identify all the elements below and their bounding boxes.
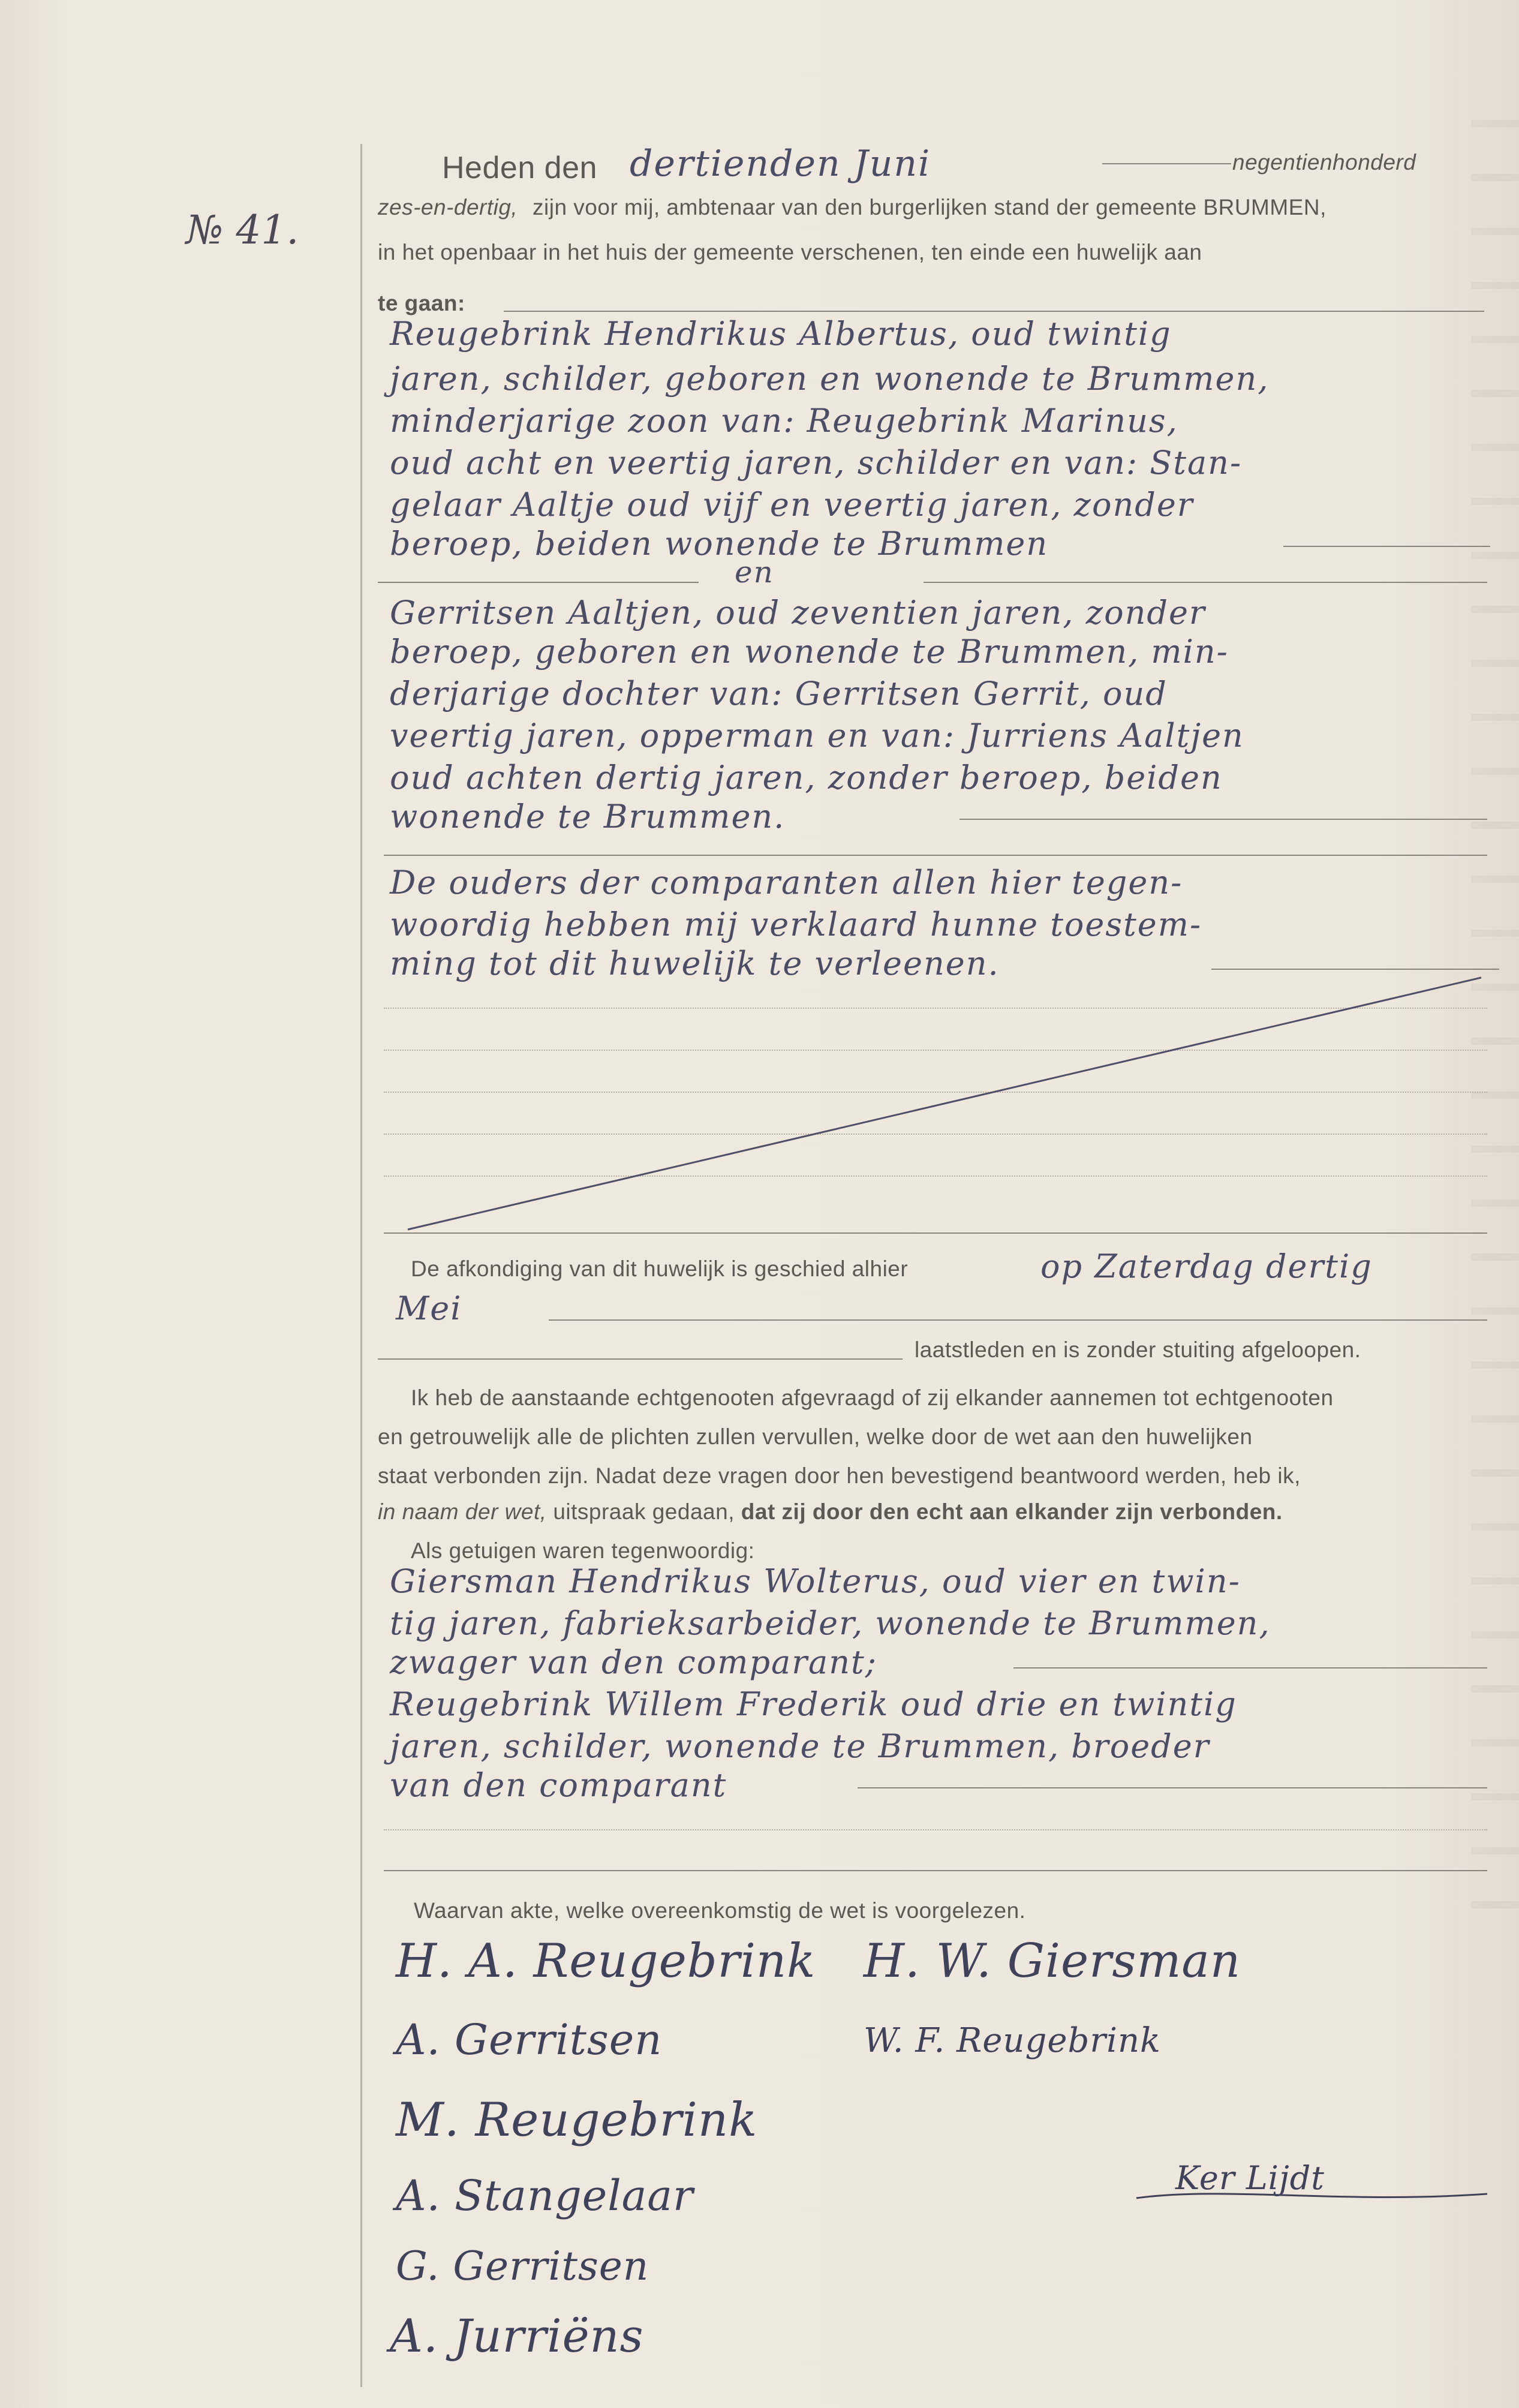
marriage-date-hand: dertienden Juni	[630, 143, 931, 185]
closing-statement: Waarvan akte, welke overeenkomstig de wet is voorgelezen.	[414, 1898, 1026, 1923]
bride-line-3: derjarige dochter van: Gerritsen Gerrit, oud	[390, 675, 1168, 713]
intro-line-1: zijn voor mij, ambtenaar van den burgerlijken stand der gemeente BRUMMEN,	[533, 195, 1327, 220]
intro-line-2: in het openbaar in het huis der gemeente verschenen, ten einde een huwelijk aan	[378, 240, 1202, 264]
consent-line-2: woordig hebben mij verklaard hunne toestem-	[390, 906, 1202, 943]
signature-witness-2: W. F. Reugebrink	[864, 2021, 1161, 2060]
witness-line-2: tig jaren, fabrieksarbeider, wonende te Brummen,	[390, 1604, 1271, 1642]
declaration-line-1: Ik heb de aanstaande echtgenooten afgevraagd of zij elkander aannemen tot echtgenooten	[411, 1385, 1334, 1410]
bride-line-4: veertig jaren, opperman en van: Jurriens Aaltjen	[390, 717, 1244, 754]
consent-line-1: De ouders der comparanten allen hier tegen-	[390, 864, 1183, 901]
signature-witness-1: H. W. Giersman	[864, 1934, 1241, 1988]
proclamation-hand-1: op Zaterdag dertig	[1040, 1247, 1373, 1285]
declaration-line-3: staat verbonden zijn. Nadat deze vragen door hen bevestigend beantwoord werden, heb ik,	[378, 1463, 1301, 1488]
proclamation-hand-2: Mei	[396, 1289, 462, 1327]
witness-line-6: van den comparant	[390, 1766, 727, 1804]
signature-bride-father: G. Gerritsen	[396, 2243, 649, 2289]
witness-line-1: Giersman Hendrikus Wolterus, oud vier en twin-	[390, 1562, 1241, 1600]
uitspraak-gedaan: uitspraak gedaan,	[553, 1499, 735, 1524]
groom-line-2: jaren, schilder, geboren en wonende te Brummen,	[390, 360, 1270, 398]
signature-groom-father: M. Reugebrink	[396, 2093, 758, 2147]
witness-fill-1	[1013, 1667, 1487, 1669]
proclamation-fill-1	[549, 1319, 1487, 1321]
registrar-underline	[1133, 2183, 1493, 2207]
year-part-1: negentienhonderd	[1232, 150, 1416, 175]
divider-3	[384, 1870, 1487, 1871]
proclamation-suffix: laatstleden en is zonder stuiting afgeloopen.	[915, 1337, 1361, 1362]
diagonal-cancel-line	[408, 978, 1481, 1229]
proclamation-prefix: De afkondiging van dit huwelijk is geschied alhier	[411, 1256, 909, 1281]
divider-2	[384, 1232, 1487, 1234]
signature-groom-mother: A. Stangelaar	[396, 2171, 694, 2220]
witness-line-4: Reugebrink Willem Frederik oud drie en twintig	[390, 1685, 1237, 1723]
heden-den-text: Heden den	[442, 151, 597, 185]
in-naam-der-wet: in naam der wet,	[378, 1499, 547, 1524]
declaration-line-2: en getrouwelijk alle de plichten zullen vervullen, welke door de wet aan den huwelijken	[378, 1424, 1253, 1449]
bride-line-5: oud achten dertig jaren, zonder beroep, beiden	[390, 759, 1223, 796]
signature-registrar: Ker Lijdt	[1175, 2159, 1325, 2197]
bride-line-6: wonende te Brummen.	[390, 798, 786, 835]
dotted-line-6	[384, 1829, 1487, 1830]
bride-line-2: beroep, geboren en wonende te Brummen, min-	[390, 633, 1229, 671]
groom-line-4: oud acht en veertig jaren, schilder en van: Stan-	[390, 444, 1243, 482]
intro-line-3: te gaan:	[378, 291, 465, 315]
verbonden-statement: dat zij door den echt aan elkander zijn verbonden.	[741, 1499, 1283, 1524]
signature-bride: A. Gerritsen	[396, 2015, 663, 2064]
consent-line-3: ming tot dit huwelijk te verleenen.	[390, 945, 1000, 982]
groom-line-6: beroep, beiden wonende te Brummen	[390, 525, 1049, 563]
witnesses-label: Als getuigen waren tegenwoordig:	[411, 1538, 755, 1563]
signature-bride-mother: A. Jurriëns	[390, 2309, 644, 2362]
bride-line-1: Gerritsen Aaltjen, oud zeventien jaren, zonder	[390, 594, 1206, 632]
groom-line-3: minderjarige zoon van: Reugebrink Marinus,	[390, 402, 1178, 440]
declaration-line-4	[378, 1499, 1283, 1525]
groom-line-5: gelaar Aaltje oud vijf en veertig jaren, zonder	[390, 486, 1194, 524]
proclamation-fill-2	[378, 1358, 903, 1360]
witness-fill-2	[858, 1787, 1487, 1788]
registrar-flourish	[1136, 2194, 1487, 2198]
record-number: № 41.	[186, 207, 299, 253]
signature-groom: H. A. Reugebrink	[396, 1934, 816, 1988]
year-part-2: zes-en-dertig,	[378, 195, 518, 220]
witness-line-5: jaren, schilder, wonende te Brummen, broeder	[390, 1727, 1210, 1765]
groom-line-1: Reugebrink Hendrikus Albertus, oud twintig	[390, 315, 1172, 353]
witness-line-3: zwager van den comparant;	[390, 1643, 877, 1681]
en-word: en	[735, 555, 774, 590]
